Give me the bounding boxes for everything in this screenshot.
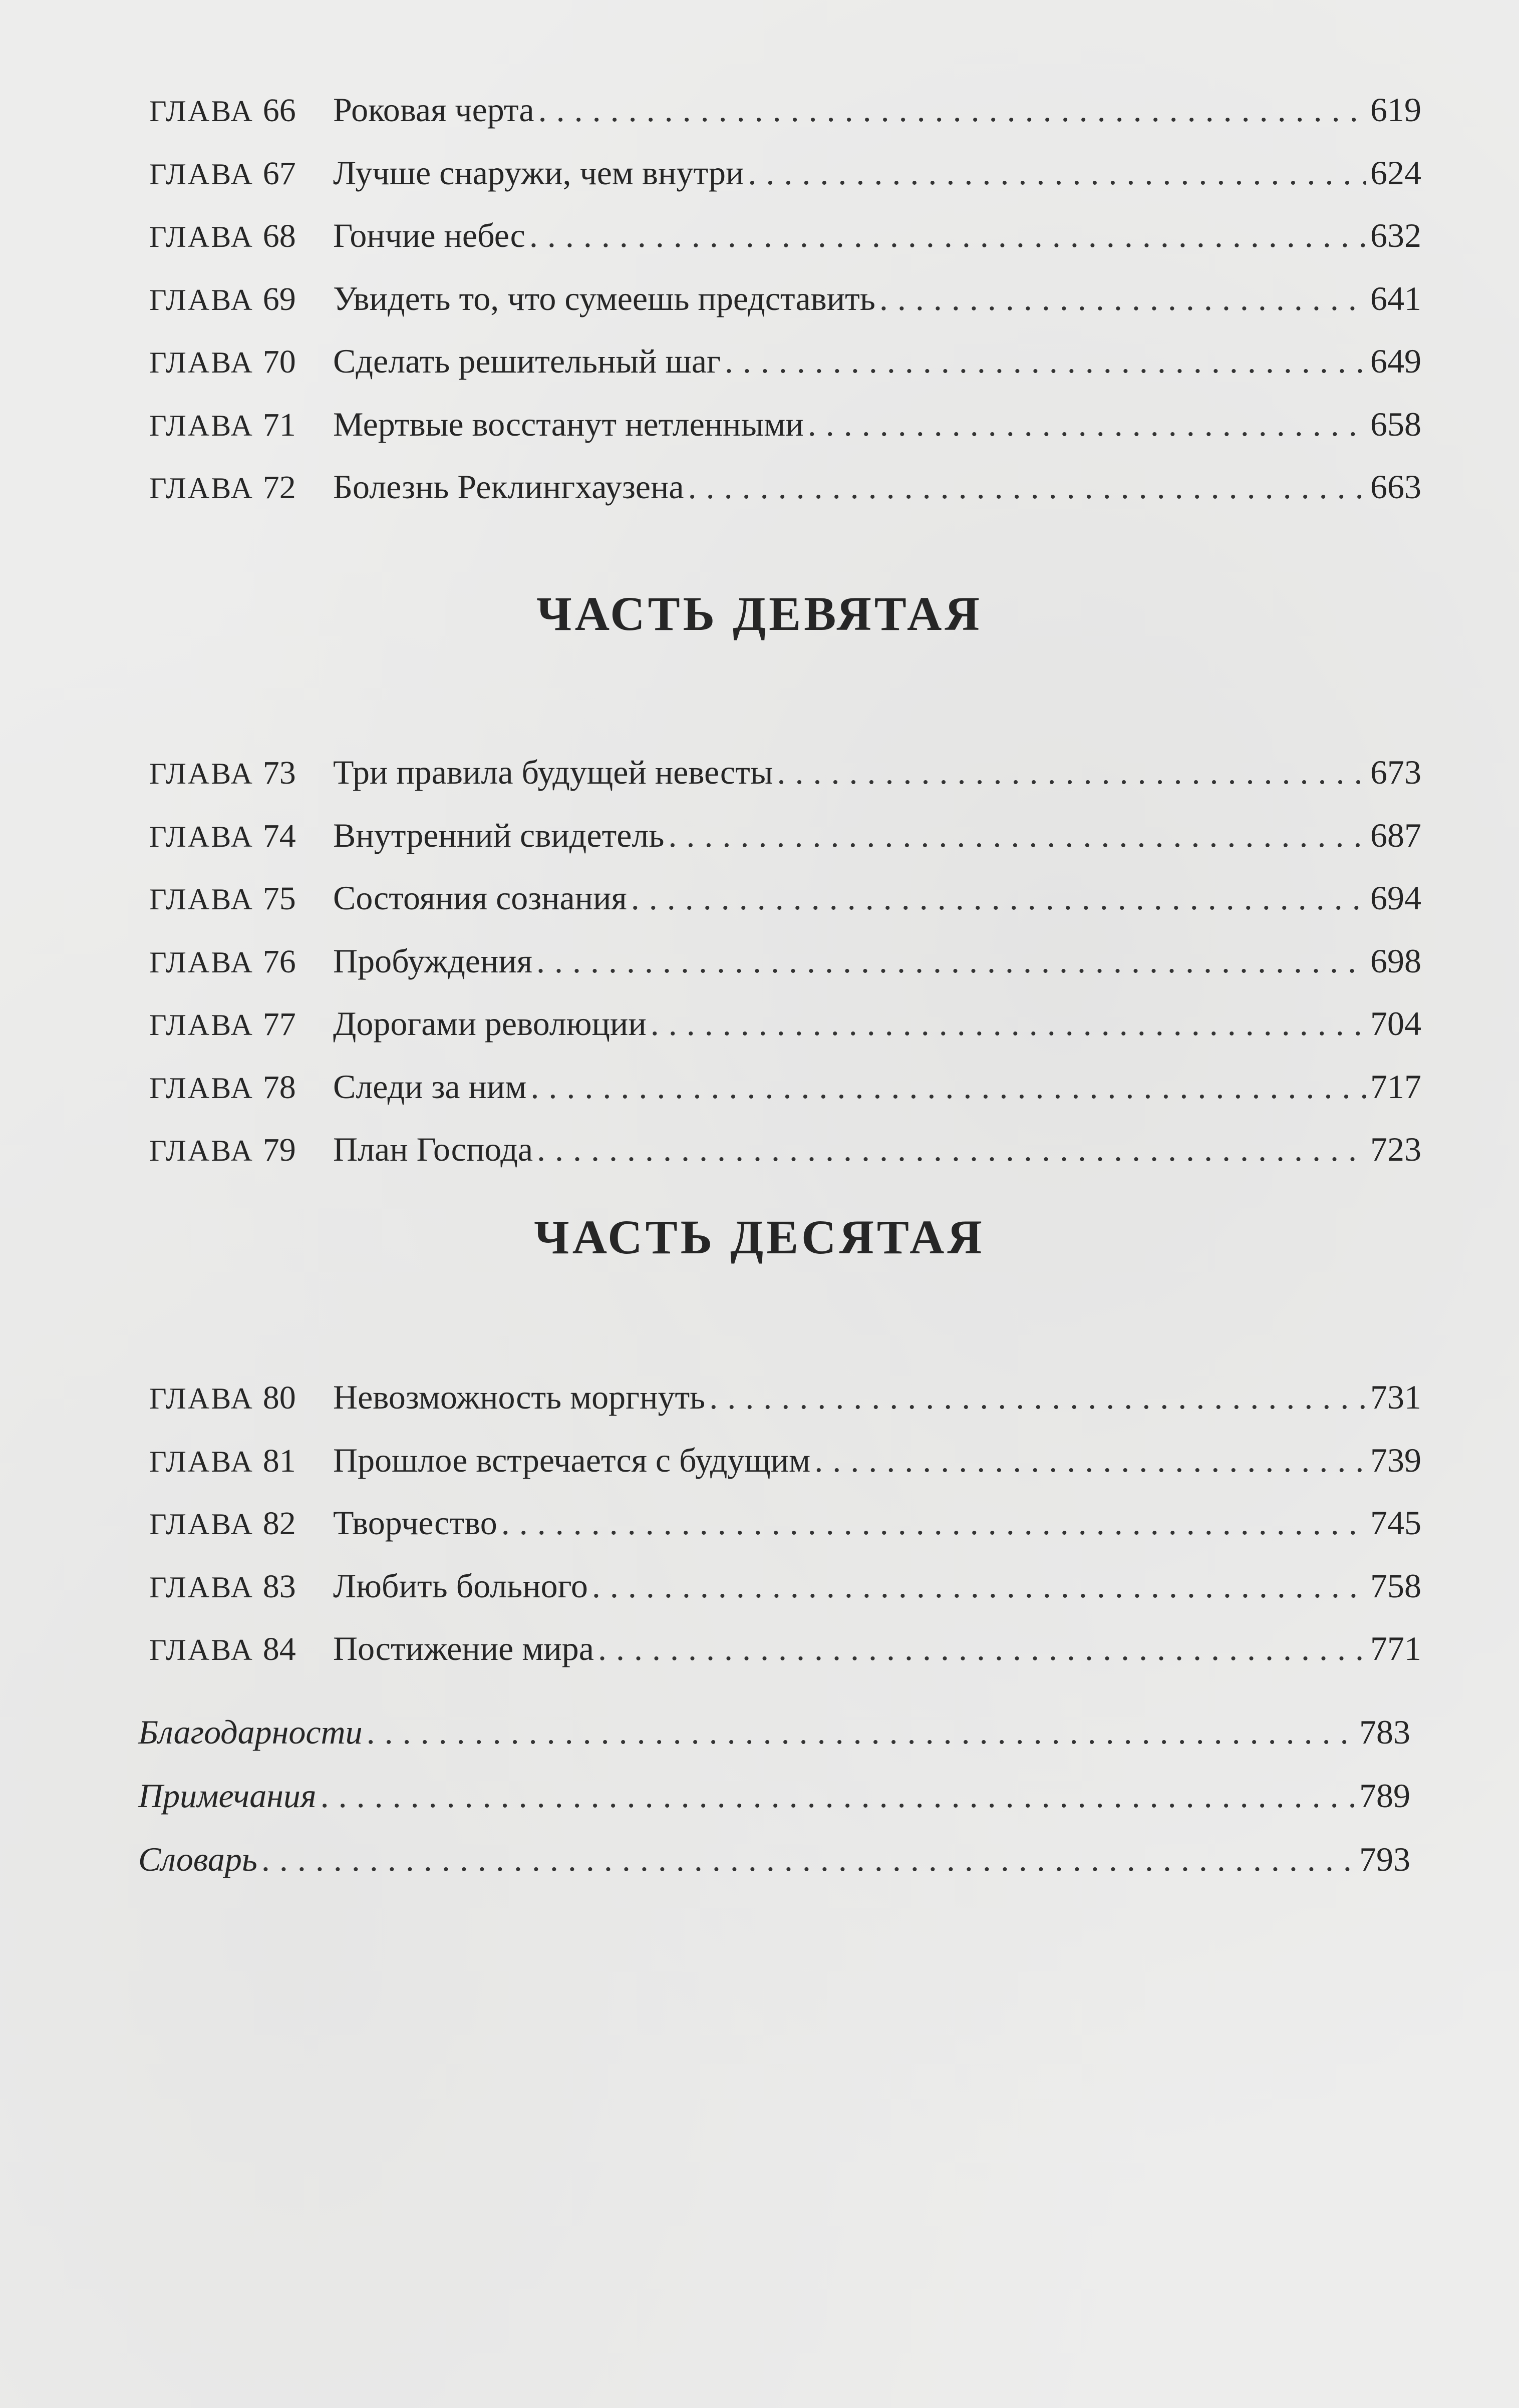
chapter-prefix: ГЛАВА xyxy=(149,472,254,505)
chapter-title: Лучше снаружи, чем внутри xyxy=(333,153,744,192)
toc-entry xyxy=(149,1629,1421,1679)
chapter-number: 80 xyxy=(262,1380,296,1416)
toc-entry xyxy=(149,153,1421,203)
toc-entry xyxy=(149,90,1421,140)
toc-entry xyxy=(149,279,1421,329)
chapter-number: 79 xyxy=(262,1132,296,1168)
dot-leader xyxy=(879,279,1366,318)
dot-leader xyxy=(814,1441,1366,1480)
dot-leader xyxy=(725,341,1366,381)
toc-entry xyxy=(149,1067,1421,1117)
chapter-number: 83 xyxy=(262,1568,296,1605)
back-matter-entry xyxy=(138,1840,1410,1890)
dot-leader xyxy=(598,1629,1366,1668)
chapter-label xyxy=(149,469,333,507)
chapter-label xyxy=(149,1379,333,1417)
back-matter-title: Примечания xyxy=(138,1777,317,1815)
dot-leader xyxy=(808,405,1366,444)
chapter-title: Пробуждения xyxy=(333,941,533,980)
page-number: 739 xyxy=(1370,1441,1421,1479)
dot-leader xyxy=(321,1776,1355,1816)
page-number: 632 xyxy=(1370,216,1421,254)
chapter-prefix: ГЛАВА xyxy=(149,757,254,790)
toc-entry xyxy=(149,216,1421,266)
dot-leader xyxy=(367,1712,1355,1752)
chapter-number: 82 xyxy=(262,1505,296,1542)
chapter-prefix: ГЛАВА xyxy=(149,283,254,316)
chapter-title: Невозможность моргнуть xyxy=(333,1378,706,1416)
page-number: 658 xyxy=(1370,405,1421,443)
chapter-label xyxy=(149,92,333,130)
chapter-number: 69 xyxy=(262,280,296,317)
chapter-label xyxy=(149,1005,333,1044)
chapter-number: 75 xyxy=(262,880,296,917)
part-heading: ЧАСТЬ ДЕСЯТАЯ xyxy=(534,1210,985,1264)
chapter-title: Следи за ним xyxy=(333,1067,527,1106)
dot-leader xyxy=(592,1566,1366,1606)
dot-leader xyxy=(631,878,1366,918)
chapter-number: 67 xyxy=(262,155,296,192)
chapter-title: Болезнь Реклингхаузена xyxy=(333,468,684,506)
chapter-prefix: ГЛАВА xyxy=(149,157,254,191)
chapter-number: 84 xyxy=(262,1631,296,1667)
dot-leader xyxy=(536,941,1366,981)
chapter-title: Роковая черта xyxy=(333,91,534,129)
toc-entry xyxy=(149,1130,1421,1180)
chapter-label xyxy=(149,406,333,444)
chapter-prefix: ГЛАВА xyxy=(149,820,254,853)
page-number: 698 xyxy=(1370,941,1421,980)
toc-entry xyxy=(149,753,1421,803)
chapter-label xyxy=(149,1505,333,1543)
dot-leader xyxy=(537,1130,1366,1169)
toc-entry xyxy=(149,1441,1421,1491)
back-matter-title: Словарь xyxy=(138,1840,257,1878)
page-number: 663 xyxy=(1370,468,1421,506)
chapter-prefix: ГЛАВА xyxy=(149,1008,254,1042)
chapter-number: 81 xyxy=(262,1442,296,1479)
chapter-title: Увидеть то, что сумеешь представить xyxy=(333,279,875,317)
chapter-label xyxy=(149,943,333,981)
chapter-title: Гончие небес xyxy=(333,216,525,254)
dot-leader xyxy=(261,1840,1355,1879)
dot-leader xyxy=(538,90,1366,130)
chapter-prefix: ГЛАВА xyxy=(149,945,254,979)
page-number: 783 xyxy=(1359,1713,1410,1751)
chapter-number: 70 xyxy=(262,343,296,380)
page-number: 745 xyxy=(1370,1504,1421,1542)
page-number: 673 xyxy=(1370,753,1421,791)
page-number: 793 xyxy=(1359,1840,1410,1878)
chapter-title: Постижение мира xyxy=(333,1629,594,1667)
back-matter-entry xyxy=(138,1776,1410,1826)
chapter-title: Состояния сознания xyxy=(333,879,627,917)
chapter-prefix: ГЛАВА xyxy=(149,1445,254,1478)
dot-leader xyxy=(709,1378,1366,1417)
toc-entry xyxy=(149,1004,1421,1054)
chapter-number: 68 xyxy=(262,218,296,254)
chapter-title: Дорогами революции xyxy=(333,1004,647,1043)
chapter-prefix: ГЛАВА xyxy=(149,220,254,253)
page-number: 694 xyxy=(1370,879,1421,917)
chapter-title: Внутренний свидетель xyxy=(333,816,665,854)
toc-entry xyxy=(149,1503,1421,1553)
dot-leader xyxy=(777,753,1366,792)
page-number: 717 xyxy=(1370,1067,1421,1106)
chapter-title: Сделать решительный шаг xyxy=(333,342,721,380)
chapter-prefix: ГЛАВА xyxy=(149,1382,254,1415)
chapter-prefix: ГЛАВА xyxy=(149,1633,254,1666)
page-number: 687 xyxy=(1370,816,1421,854)
chapter-label xyxy=(149,754,333,792)
chapter-number: 74 xyxy=(262,817,296,854)
chapter-number: 76 xyxy=(262,943,296,980)
chapter-label xyxy=(149,1630,333,1668)
chapter-prefix: ГЛАВА xyxy=(149,409,254,442)
toc-entry xyxy=(149,941,1421,991)
page-number: 731 xyxy=(1370,1378,1421,1416)
dot-leader xyxy=(748,153,1366,193)
chapter-title: Творчество xyxy=(333,1504,497,1542)
page-number: 789 xyxy=(1359,1777,1410,1815)
chapter-prefix: ГЛАВА xyxy=(149,1071,254,1105)
dot-leader xyxy=(529,216,1366,255)
chapter-number: 71 xyxy=(262,406,296,443)
page-number: 641 xyxy=(1370,279,1421,317)
page-number: 704 xyxy=(1370,1004,1421,1043)
dot-leader xyxy=(530,1067,1366,1107)
page-number: 723 xyxy=(1370,1130,1421,1168)
dot-leader xyxy=(668,816,1366,855)
chapter-label xyxy=(149,217,333,255)
chapter-prefix: ГЛАВА xyxy=(149,346,254,379)
chapter-title: Любить больного xyxy=(333,1566,588,1605)
page-number: 619 xyxy=(1370,91,1421,129)
chapter-label xyxy=(149,343,333,381)
chapter-prefix: ГЛАВА xyxy=(149,1570,254,1604)
toc-entry xyxy=(149,1566,1421,1616)
chapter-label xyxy=(149,1069,333,1107)
chapter-title: Прошлое встречается с будущим xyxy=(333,1441,811,1479)
chapter-number: 73 xyxy=(262,755,296,791)
toc-entry xyxy=(149,467,1421,517)
chapter-title: Мертвые восстанут нетленными xyxy=(333,405,804,443)
chapter-number: 72 xyxy=(262,469,296,506)
chapter-prefix: ГЛАВА xyxy=(149,95,254,128)
chapter-title: План Господа xyxy=(333,1130,533,1168)
toc-entry xyxy=(149,405,1421,455)
chapter-label xyxy=(149,280,333,318)
toc-entry xyxy=(149,878,1421,928)
chapter-label xyxy=(149,1568,333,1606)
toc-entry xyxy=(149,1378,1421,1428)
back-matter-title: Благодарности xyxy=(138,1713,363,1751)
page-number: 758 xyxy=(1370,1566,1421,1605)
page-number: 771 xyxy=(1370,1629,1421,1667)
chapter-prefix: ГЛАВА xyxy=(149,883,254,916)
toc-entry xyxy=(149,341,1421,392)
chapter-label xyxy=(149,1131,333,1169)
chapter-number: 77 xyxy=(262,1006,296,1043)
toc-entry xyxy=(149,816,1421,866)
chapter-label xyxy=(149,817,333,855)
chapter-label xyxy=(149,880,333,918)
back-matter-entry xyxy=(138,1712,1410,1763)
chapter-title: Три правила будущей невесты xyxy=(333,753,773,791)
chapter-prefix: ГЛАВА xyxy=(149,1134,254,1167)
chapter-label xyxy=(149,1442,333,1480)
page-number: 649 xyxy=(1370,342,1421,380)
chapter-label xyxy=(149,155,333,193)
dot-leader xyxy=(651,1004,1366,1044)
page-number: 624 xyxy=(1370,153,1421,192)
chapter-number: 66 xyxy=(262,92,296,129)
part-heading: ЧАСТЬ ДЕВЯТАЯ xyxy=(536,587,983,640)
chapter-number: 78 xyxy=(262,1069,296,1106)
dot-leader xyxy=(501,1503,1366,1543)
chapter-prefix: ГЛАВА xyxy=(149,1508,254,1541)
dot-leader xyxy=(688,467,1366,507)
